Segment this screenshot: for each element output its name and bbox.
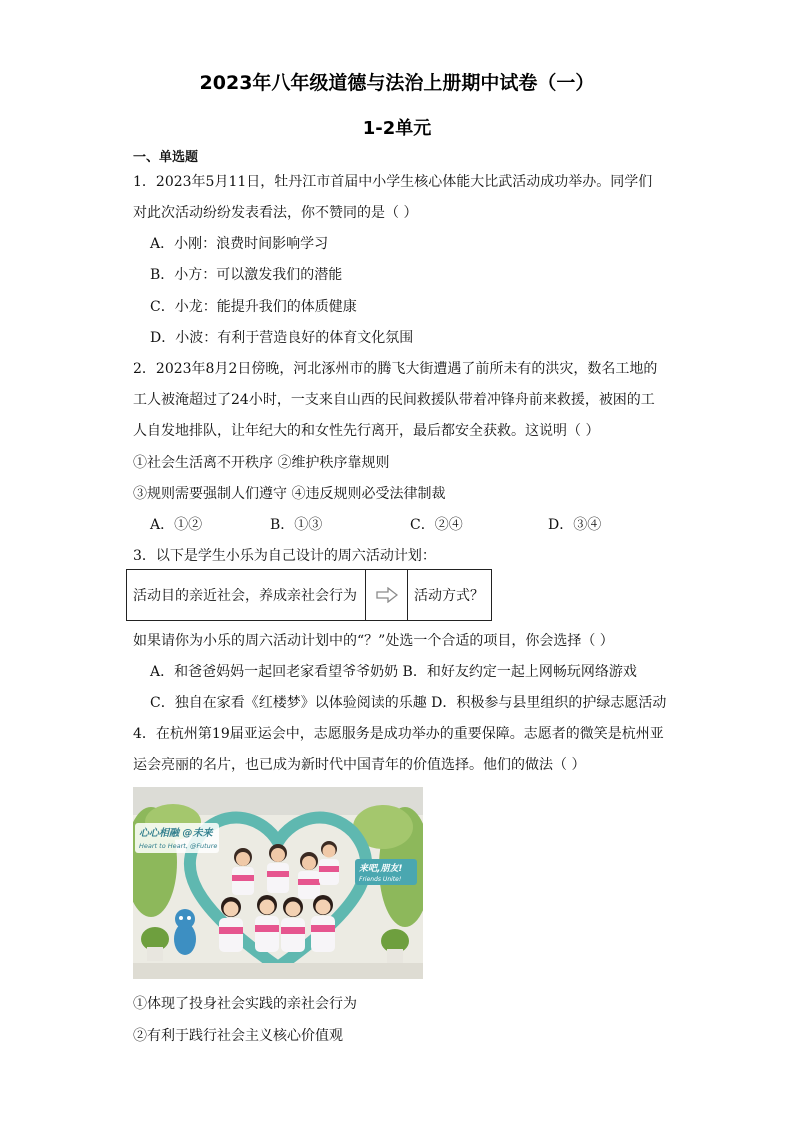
q1-option-a: A．小刚：浪费时间影响学习 xyxy=(150,236,329,252)
q1-stem-line1: 1．2023年5月11日，牡丹江市首届中小学生核心体能大比武活动成功举办。同学们 xyxy=(133,174,653,190)
exam-subtitle: 1-2单元 xyxy=(362,118,432,139)
q2-stem-line3: 人自发地排队，让年纪大的和女性先行离开，最后都安全获救。这说明（ ） xyxy=(133,423,600,439)
plan-arrow-cell xyxy=(366,570,408,620)
slogan-en-text: Heart to Heart, @Future xyxy=(139,842,218,850)
q1-option-b: B．小方：可以激发我们的潜能 xyxy=(150,267,343,283)
q3-intro: 3．以下是学生小乐为自己设计的周六活动计划： xyxy=(133,548,436,564)
q1-option-d: D．小波：有利于营造良好的体育文化氛围 xyxy=(150,330,414,346)
q4-statement-2: ②有利于践行社会主义核心价值观 xyxy=(133,1028,343,1044)
q1-option-c: C．小龙：能提升我们的体质健康 xyxy=(150,299,357,315)
q2-statement-1: ①社会生活离不开秩序 ②维护秩序靠规则 xyxy=(133,455,390,471)
arrow-right-icon xyxy=(376,587,398,603)
plan-purpose-cell: 活动目的亲近社会，养成亲社会行为 xyxy=(127,570,366,620)
slogan-cn-text: 心心相融 @未来 xyxy=(139,828,213,839)
q2-stem-line2: 工人被淹超过了24小时，一支来自山西的民间救援队带着冲锋舟前来救援，被困的工 xyxy=(133,392,655,408)
volunteers-photo xyxy=(133,787,423,979)
q3-stem-line2: 如果请你为小乐的周六活动计划中的“？”处选一个合适的项目，你会选择（ ） xyxy=(133,633,614,649)
plan-method-cell: 活动方式？ xyxy=(414,588,484,604)
q2-option-c: C．②④ xyxy=(410,517,463,533)
volunteers-illustration xyxy=(133,787,423,979)
q3-options-ab: A．和爸爸妈妈一起回老家看望爷爷奶奶 B．和好友约定一起上网畅玩网络游戏 xyxy=(150,664,637,680)
section-heading: 一、单选题 xyxy=(133,150,199,165)
q1-stem-line2: 对此次活动纷纷发表看法，你不赞同的是（ ） xyxy=(133,205,418,221)
q4-stem-line1: 4．在杭州第19届亚运会中，志愿服务是成功举办的重要保障。志愿者的微笑是杭州亚 xyxy=(133,726,664,742)
sign-cn-text: 来吧,朋友! xyxy=(359,864,403,874)
activity-plan-table xyxy=(126,569,492,621)
q2-option-a: A．①② xyxy=(150,517,203,533)
q2-stem-line1: 2．2023年8月2日傍晚，河北涿州市的腾飞大街遭遇了前所未有的洪灾，数名工地的 xyxy=(133,361,658,377)
q4-statement-1: ①体现了投身社会实践的亲社会行为 xyxy=(133,996,357,1012)
sign-en-text: Friends Unite! xyxy=(359,876,402,883)
q2-option-b: B．①③ xyxy=(270,517,323,533)
q2-option-d: D．③④ xyxy=(548,517,602,533)
mascot-figure xyxy=(174,909,196,955)
exam-title: 2023年八年级道德与法治上册期中试卷（一） xyxy=(199,72,595,94)
q4-stem-line2: 运会亮丽的名片，也已成为新时代中国青年的价值选择。他们的做法（ ） xyxy=(133,757,586,773)
q3-options-cd: C．独自在家看《红楼梦》以体验阅读的乐趣 D．积极参与县里组织的护绿志愿活动 xyxy=(150,695,667,711)
q2-statement-2: ③规则需要强制人们遵守 ④违反规则必受法律制裁 xyxy=(133,486,446,502)
